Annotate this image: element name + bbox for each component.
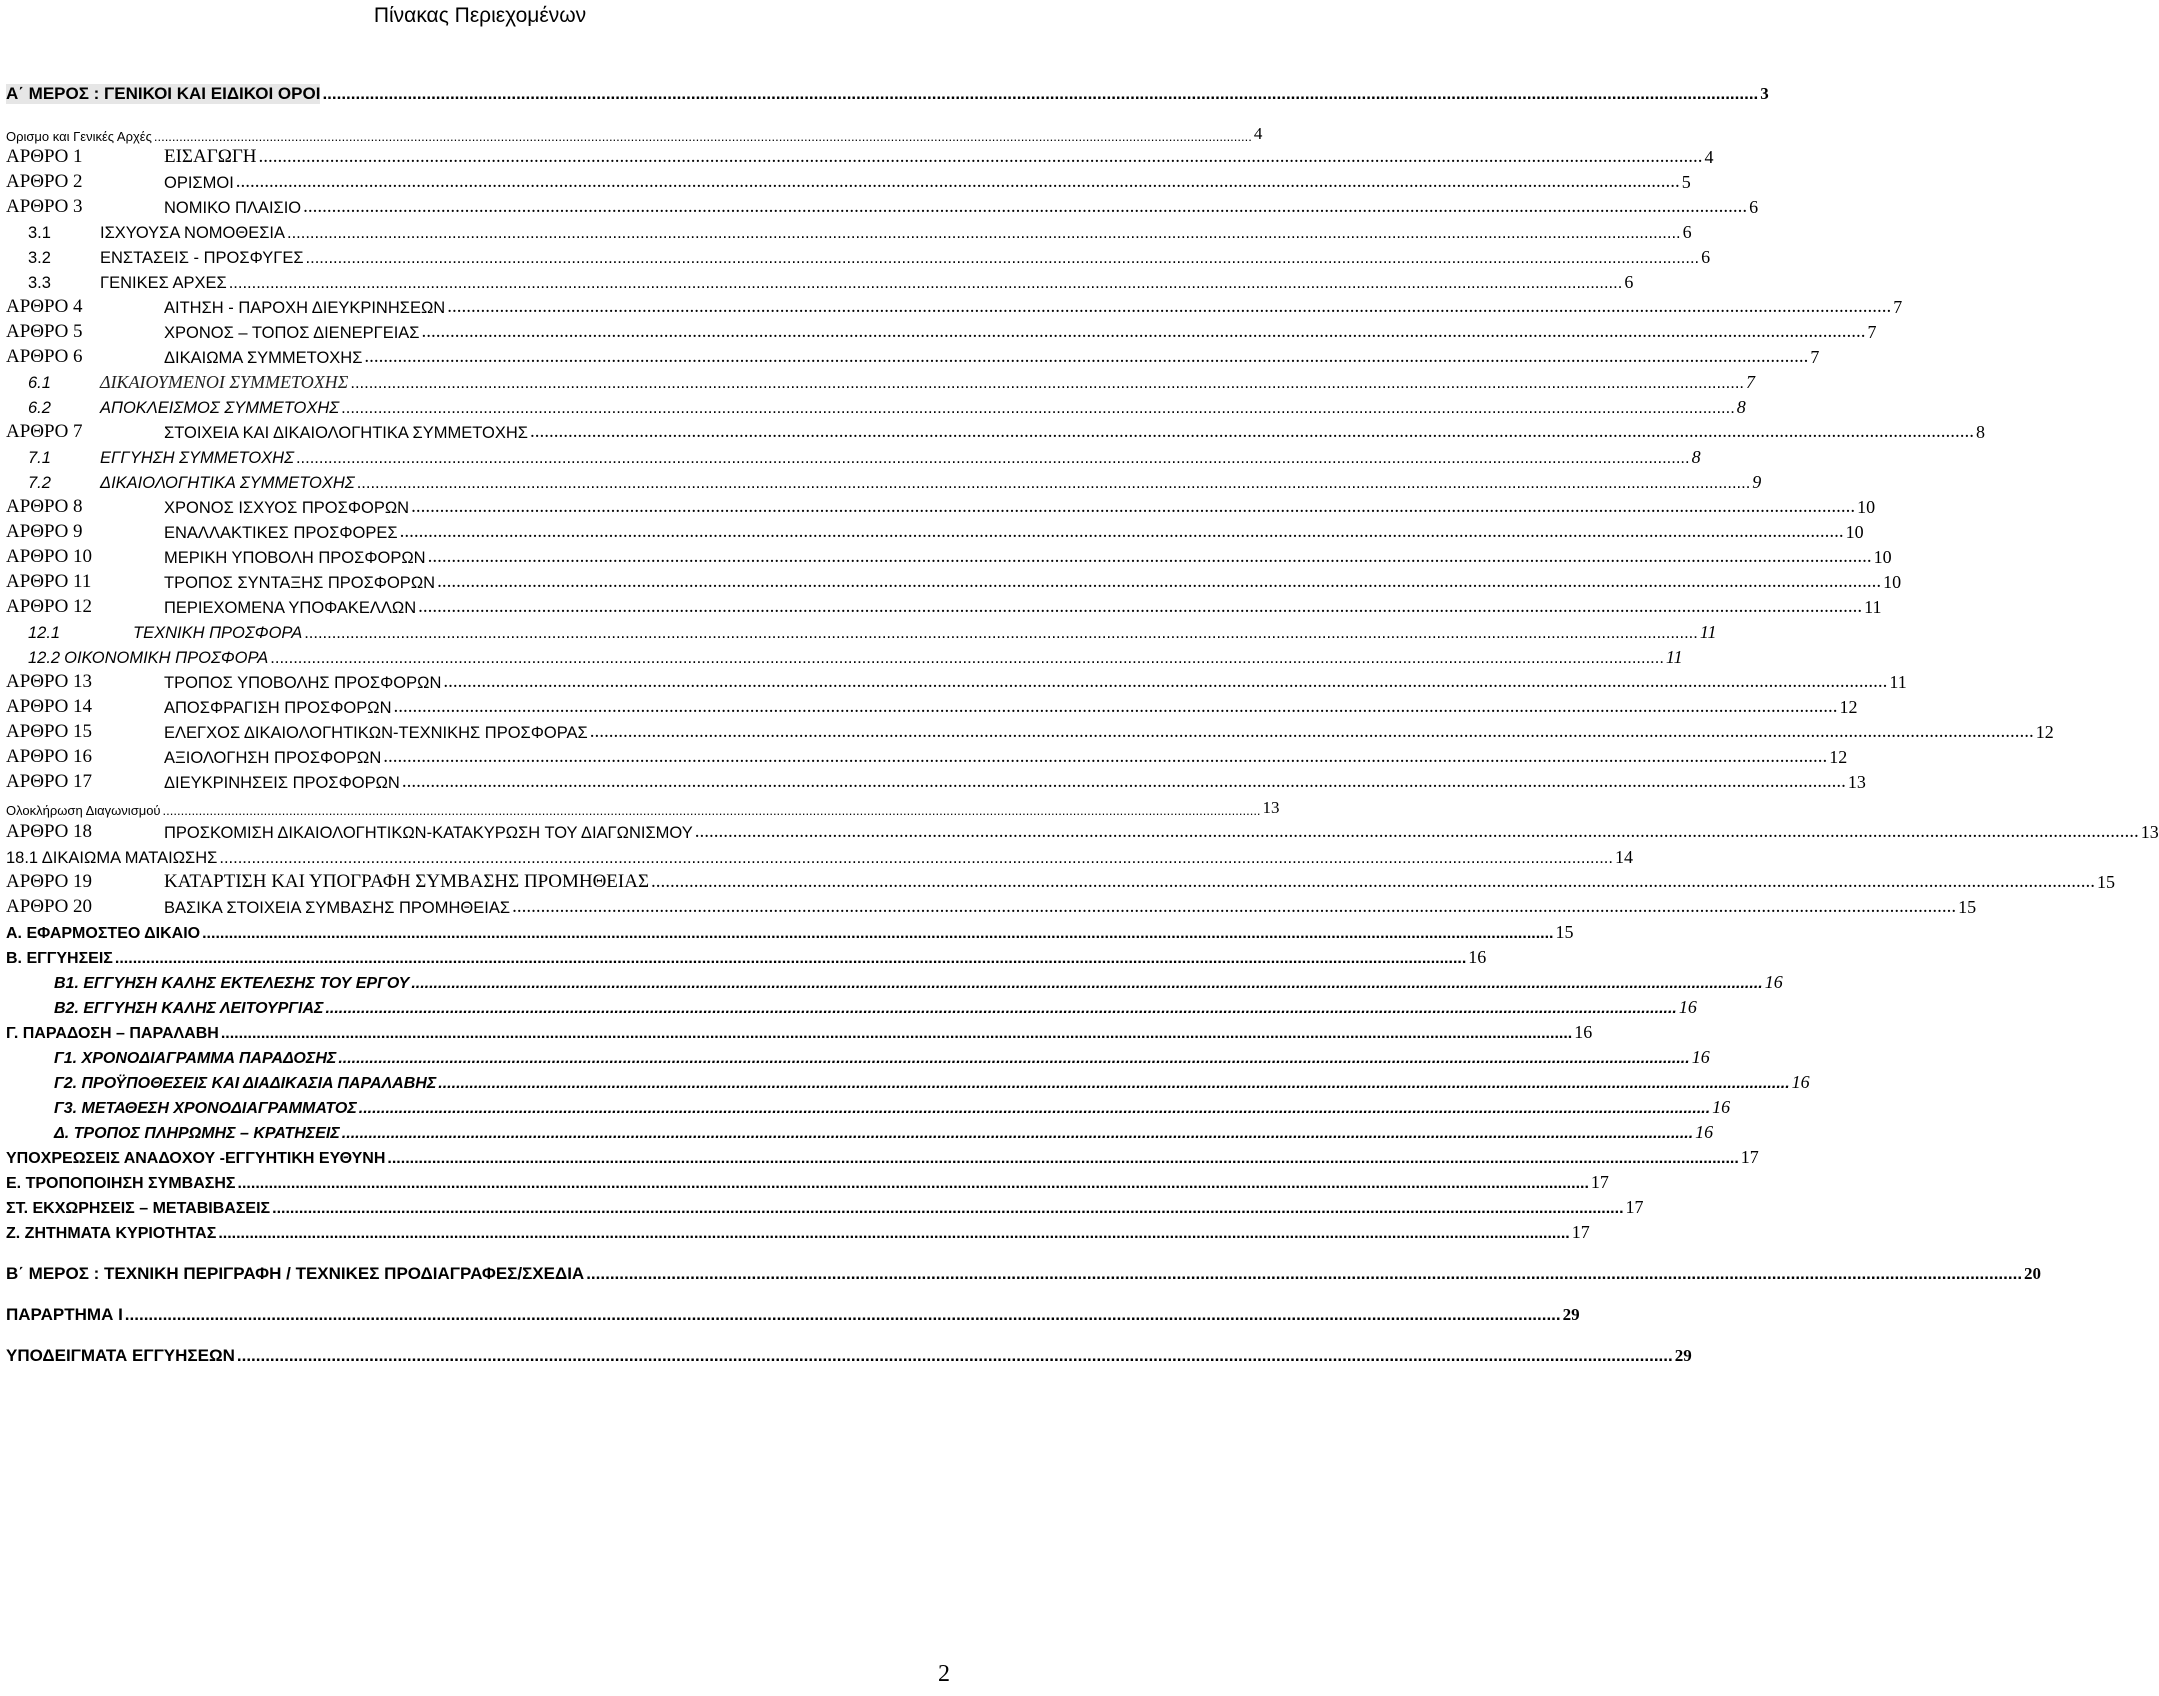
toc-entry-title: ΔΙΚΑΙΩΜΑ ΣΥΜΜΕΤΟΧΗΣ [164,349,363,367]
toc-entry-page: 15 [1555,922,1574,942]
toc-entry-title: Β΄ ΜΕΡΟΣ : ΤΕΧΝΙΚΗ ΠΕΡΙΓΡΑΦΗ / ΤΕΧΝΙΚΕΣ ΠΡΟΔΙΑΓΡΑΦΕΣ/ΣΧΕΔΙΑ [6,1264,585,1283]
toc-entry-number: ΑΡΘΡΟ 3 [6,196,83,217]
toc-entry[interactable] [6,1017,1593,1043]
toc-entry-page: 6 [1682,222,1692,242]
dot-leader [350,374,1744,393]
toc-entry-part-b[interactable] [6,1258,2042,1284]
toc-entry-title: ΓΕΝΙΚΕΣ ΑΡΧΕΣ [100,274,227,292]
toc-entry[interactable] [6,1142,1759,1168]
toc-entry-title: ΧΡΟΝΟΣ ΙΣΧΥΟΣ ΠΡΟΣΦΟΡΩΝ [164,499,410,517]
toc-entry[interactable] [6,292,1903,318]
toc-entry-title: Ζ. ΖΗΤΗΜΑΤΑ ΚΥΡΙΟΤΗΤΑΣ [6,1225,217,1242]
toc-entry-title: ΕΙΣΑΓΩΓΗ [164,146,257,167]
toc-entry[interactable] [30,1092,1731,1118]
toc-entry-page: 16 [1691,1047,1710,1067]
toc-entry-number: ΑΡΘΡΟ 17 [6,771,93,792]
toc-entry-title: Ολοκλήρωση Διαγωνισμού [6,803,161,818]
toc-entry-title: Δ. ΤΡΟΠΟΣ ΠΛΗΡΩΜΗΣ – ΚΡΑΤΗΣΕΙΣ [54,1125,340,1142]
toc-entry-title: ΜΕΡΙΚΗ ΥΠΟΒΟΛΗ ΠΡΟΣΦΟΡΩΝ [164,549,426,567]
dot-leader [338,1050,1689,1068]
dot-leader [438,1075,1789,1093]
toc-entry-number: ΑΡΘΡΟ 15 [6,721,93,742]
toc-entry[interactable] [6,742,1848,768]
toc-entry-page: 11 [1665,647,1683,667]
dot-leader [437,571,1881,593]
toc-entry-number: ΑΡΘΡΟ 18 [6,821,93,842]
toc-entry-title: ΙΣΧΥΟΥΣΑ ΝΟΜΟΘΕΣΙΑ [100,224,286,242]
toc-entry[interactable] [6,492,1876,518]
toc-entry[interactable] [30,1117,1714,1143]
toc-entry[interactable] [6,892,1977,918]
dot-leader [218,1225,1569,1243]
toc-entry-title: Γ. ΠΑΡΑΔΟΣΗ – ΠΑΡΑΛΑΒΗ [6,1025,219,1042]
dot-leader [651,871,2095,893]
toc-entry[interactable] [6,242,1711,268]
toc-entry[interactable] [6,1192,1644,1218]
toc-entry-page: 13 [1262,798,1280,817]
toc-entry[interactable] [6,692,1858,718]
toc-entry-page: 7 [1893,297,1903,317]
toc-entry[interactable] [6,592,1882,618]
toc-entry-number: 7.1 [28,449,51,467]
dot-leader [364,346,1808,368]
dot-leader [115,950,1466,968]
dot-leader [238,1175,1589,1193]
toc-entry-number: 3.1 [28,224,51,242]
toc-entry-title: ΣΤ. ΕΚΧΩΡΗΣΕΙΣ – ΜΕΤΑΒΙΒΑΣΕΙΣ [6,1200,271,1217]
dot-leader [422,321,1866,343]
dot-leader [586,1264,2022,1284]
toc-entry[interactable] [6,567,1902,593]
toc-entry-page: 4 [1704,147,1714,167]
toc-entry-title: ΕΝΑΛΛΑΚΤΙΚΕΣ ΠΡΟΣΦΟΡΕΣ [164,524,398,542]
toc-entry-page: 12 [2035,722,2054,742]
toc-entry-number: 6.1 [28,374,51,392]
toc-entry[interactable] [6,667,1907,693]
toc-entry-page: 10 [1873,547,1892,567]
toc-entry-page: 8 [1736,397,1746,417]
toc-entry-number: ΑΡΘΡΟ 13 [6,671,93,692]
toc-entry-title: ΝΟΜΙΚΟ ΠΛΑΙΣΙΟ [164,199,302,217]
toc-entry[interactable] [6,142,1714,168]
toc-entry-page: 20 [2024,1264,2042,1283]
toc-entry-page: 16 [1712,1097,1731,1117]
toc-entry-number: ΑΡΘΡΟ 20 [6,896,93,917]
toc-entry-number: 3.2 [28,249,51,267]
dot-leader [270,649,1664,668]
toc-entry-number: ΑΡΘΡΟ 5 [6,321,83,342]
toc-entry-page: 8 [1691,447,1701,467]
dot-leader [428,546,1872,568]
toc-entry-number: ΑΡΘΡΟ 11 [6,571,92,592]
toc-entry-page: 13 [1847,772,1866,792]
dot-leader [221,1025,1572,1043]
toc-entry-number: 7.2 [28,474,51,492]
dot-leader [590,721,2034,743]
dot-leader [304,624,1698,643]
toc-entry-page: 16 [1764,972,1783,992]
toc-entry-title: Γ2. ΠΡΟΫΠΟΘΕΣΕΙΣ ΚΑΙ ΔΙΑΔΙΚΑΣΙΑ ΠΑΡΑΛΑΒΗΣ [54,1075,437,1092]
toc-entry[interactable] [30,1042,1710,1068]
toc-entry-title: ΥΠΟΔΕΙΓΜΑΤΑ ΕΓΓΥΗΣΕΩΝ [6,1346,235,1365]
toc-entry-number: ΑΡΘΡΟ 8 [6,496,83,517]
toc-entry-number: ΑΡΘΡΟ 14 [6,696,93,717]
dot-leader [306,249,1700,268]
toc-entry-title: Β. ΕΓΓΥΗΣΕΙΣ [6,950,113,967]
toc-entry[interactable] [6,317,1877,343]
dot-leader [411,496,1855,518]
toc-entry-title: ΠΑΡΑΡΤΗΜΑ Ι [6,1305,123,1324]
toc-entry[interactable] [6,817,2159,843]
dot-leader [322,84,1758,104]
dot-leader [341,399,1735,418]
toc-entry-title: ΣΤΟΙΧΕΙΑ ΚΑΙ ΔΙΚΑΙΟΛΟΓΗΤΙΚΑ ΣΥΜΜΕΤΟΧΗΣ [164,424,528,442]
toc-entry-number: ΑΡΘΡΟ 7 [6,421,83,442]
toc-entry[interactable] [6,167,1691,193]
toc-entry-page: 15 [1958,897,1977,917]
toc-entry-page: 17 [1740,1147,1759,1167]
toc-entry-page: 16 [1468,947,1487,967]
toc-entry[interactable] [6,392,1746,418]
toc-entry-title: Α. ΕΦΑΡΜΟΣΤΕΟ ΔΙΚΑΙΟ [6,925,201,942]
dot-leader [229,274,1623,293]
toc-entry[interactable] [6,792,1280,818]
toc-entry-page: 6 [1749,197,1759,217]
toc-entry-title: ΕΝΣΤΑΣΕΙΣ - ΠΡΟΣΦΥΓΕΣ [100,249,304,267]
toc-entry-title: ΑΠΟΣΦΡΑΓΙΣΗ ΠΡΟΣΦΟΡΩΝ [164,699,392,717]
toc-entry[interactable] [6,642,1683,668]
toc-entry-title: ΠΡΟΣΚΟΜΙΣΗ ΔΙΚΑΙΟΛΟΓΗΤΙΚΩΝ-ΚΑΤΑΚΥΡΩΣΗ ΤΟΥ ΔΙΑΓΩΝΙΣΜΟΥ [164,824,693,842]
toc-entry-number: 12.2 [28,649,61,667]
dot-leader [202,925,1553,943]
dot-leader [418,596,1862,618]
toc-entry[interactable] [6,217,1692,243]
toc-entry-title: Γ1. ΧΡΟΝΟΔΙΑΓΡΑΜΜΑ ΠΑΡΑΔΟΣΗΣ [54,1050,337,1067]
toc-entry-page: 12 [1839,697,1858,717]
toc-entry-title: 18.1 ΔΙΚΑΙΩΜΑ ΜΑΤΑΙΩΣΗΣ [6,849,218,867]
toc-entry-page: 10 [1845,522,1864,542]
toc-entry-title: Ορισμο και Γενικές Αρχές [6,129,152,144]
dot-leader [342,1125,1693,1143]
toc-entry[interactable] [6,1217,1590,1243]
dot-leader [296,449,1690,468]
toc-entry-number: 12.1 [28,624,61,642]
toc-entry-part-a[interactable] [6,78,1769,104]
toc-entry-page: 3 [1760,84,1769,103]
toc-entry-templates[interactable] [6,1340,1692,1366]
toc-entry-appendix[interactable] [6,1299,1580,1325]
toc-entry-title: ΠΕΡΙΕΧΟΜΕΝΑ ΥΠΟΦΑΚΕΛΛΩΝ [164,599,417,617]
dot-leader [125,1305,1561,1325]
toc-entry-page: 16 [1695,1122,1714,1142]
toc-entry-title: Β1. ΕΓΓΥΗΣΗ ΚΑΛΗΣ ΕΚΤΕΛΕΣΗΣ ΤΟΥ ΕΡΓΟΥ [54,975,410,992]
toc-entry-page: 6 [1624,272,1634,292]
dot-leader [447,296,1891,318]
toc-entry-page: 16 [1791,1072,1810,1092]
toc-entry-page: 7 [1810,347,1820,367]
toc-entry-page: 10 [1857,497,1876,517]
dot-leader [303,196,1747,218]
toc-entry[interactable] [6,867,2116,893]
toc-entry-number: ΑΡΘΡΟ 16 [6,746,93,767]
toc-entry-title: ΚΑΤΑΡΤΙΣΗ ΚΑΙ ΥΠΟΓΡΑΦΗ ΣΥΜΒΑΣΗΣ ΠΡΟΜΗΘΕΙΑΣ [164,871,650,892]
toc-entry-page: 16 [1678,997,1697,1017]
toc-entry[interactable] [6,342,1820,368]
toc-entry[interactable] [6,917,1574,943]
toc-entry[interactable] [6,467,1762,493]
dot-leader [443,671,1887,693]
toc-entry-page: 11 [1864,597,1882,617]
toc-entry-title: Γ3. ΜΕΤΑΘΕΣΗ ΧΡΟΝΟΔΙΑΓΡΑΜΜΑΤΟΣ [54,1100,357,1117]
toc-entry[interactable] [6,717,2054,743]
page-title: Πίνακας Περιεχομένων [373,4,587,27]
toc-entry-page: 16 [1574,1022,1593,1042]
toc-entry-page: 15 [2097,872,2116,892]
toc-entry-page: 9 [1752,472,1762,492]
toc-entry-title: ΕΓΓΥΗΣΗ ΣΥΜΜΕΤΟΧΗΣ [100,449,294,467]
dot-leader [359,1100,1710,1118]
dot-leader [394,696,1838,718]
toc-entry-page: 17 [1625,1197,1644,1217]
toc-entry[interactable] [6,192,1759,218]
toc-entry-page: 7 [1746,372,1755,392]
toc-entry[interactable] [6,442,1701,468]
toc-entry[interactable] [6,942,1487,968]
toc-entry-number: 3.3 [28,274,51,292]
dot-leader [287,224,1681,243]
dot-leader [325,1000,1676,1018]
toc-entry-title: ΒΑΣΙΚΑ ΣΤΟΙΧΕΙΑ ΣΥΜΒΑΣΗΣ ΠΡΟΜΗΘΕΙΑΣ [164,899,511,917]
toc-entry-page: 6 [1701,247,1711,267]
dot-leader [695,821,2139,843]
toc-entry-title: Β2. ΕΓΓΥΗΣΗ ΚΑΛΗΣ ΛΕΙΤΟΥΡΓΙΑΣ [54,1000,324,1017]
toc-entry-title: ΧΡΟΝΟΣ – ΤΟΠΟΣ ΔΙΕΝΕΡΓΕΙΑΣ [164,324,420,342]
dot-leader [259,146,1703,168]
dot-leader [387,1150,1738,1168]
toc-entry-title: ΟΙΚΟΝΟΜΙΚΗ ΠΡΟΣΦΟΡΑ [64,649,269,667]
toc-entry-page: 5 [1681,172,1691,192]
toc-entry-title: Ε. ΤΡΟΠΟΠΟΙΗΣΗ ΣΥΜΒΑΣΗΣ [6,1175,236,1192]
toc-entry[interactable] [6,367,1755,393]
toc-entry-page: 4 [1253,124,1263,143]
toc-entry-title: ΑΠΟΚΛΕΙΣΜΟΣ ΣΥΜΜΕΤΟΧΗΣ [100,399,340,417]
toc-entry-title: ΤΡΟΠΟΣ ΣΥΝΤΑΞΗΣ ΠΡΟΣΦΟΡΩΝ [164,574,436,592]
dot-leader [512,896,1956,918]
toc-entry-title: ΤΡΟΠΟΣ ΥΠΟΒΟΛΗΣ ΠΡΟΣΦΟΡΩΝ [164,674,442,692]
toc-entry-number: ΑΡΘΡΟ 12 [6,596,93,617]
toc-entry[interactable] [30,1067,1810,1093]
toc-entry-title: ΟΡΙΣΜΟΙ [164,174,234,192]
toc-entry-title: ΔΙΕΥΚΡΙΝΗΣΕΙΣ ΠΡΟΣΦΟΡΩΝ [164,774,400,792]
toc-entry[interactable] [6,767,1866,793]
toc-entry-page: 17 [1571,1222,1590,1242]
toc-entry-page: 29 [1674,1346,1692,1365]
toc-entry[interactable] [6,267,1634,293]
dot-leader [383,746,1827,768]
page-number: 2 [938,1661,950,1687]
toc-entry-title: ΔΙΚΑΙΟΛΟΓΗΤΙΚΑ ΣΥΜΜΕΤΟΧΗΣ [100,474,355,492]
toc-entry-page: 12 [1829,747,1848,767]
dot-leader [402,771,1846,793]
dot-leader [237,1346,1673,1366]
toc-entry[interactable] [30,967,1783,993]
toc-entry-number: ΑΡΘΡΟ 6 [6,346,83,367]
toc-entry-page: 11 [1889,672,1907,692]
toc-entry-title: ΤΕΧΝΙΚΗ ΠΡΟΣΦΟΡΑ [133,624,303,642]
dot-leader [530,421,1974,443]
toc-entry-number: ΑΡΘΡΟ 19 [6,871,93,892]
toc-entry-page: 29 [1562,1305,1580,1324]
dot-leader [272,1200,1623,1218]
toc-entry-number: ΑΡΘΡΟ 1 [6,146,83,167]
toc-entry-page: 14 [1614,847,1633,867]
toc-entry-page: 7 [1867,322,1877,342]
toc-entry-title: ΔΙΚΑΙΟΥΜΕΝΟΙ ΣΥΜΜΕΤΟΧΗΣ [100,372,349,392]
dot-leader [357,474,1751,493]
toc-entry-page: 13 [2140,822,2159,842]
dot-leader [236,171,1680,193]
toc-entry[interactable] [6,1167,1609,1193]
toc-entry-number: ΑΡΘΡΟ 10 [6,546,93,567]
toc-entry[interactable] [6,417,1985,443]
toc-entry[interactable] [6,517,1864,543]
toc-entry-page: 10 [1883,572,1902,592]
dot-leader [163,803,1261,818]
toc-entry-number: 6.2 [28,399,51,417]
toc-entry-number: ΑΡΘΡΟ 4 [6,296,83,317]
toc-entry-page: 8 [1975,422,1985,442]
dot-leader [219,849,1613,868]
toc-entry[interactable] [6,617,1717,643]
toc-entry-title: ΥΠΟΧΡΕΩΣΕΙΣ ΑΝΑΔΟΧΟΥ -ΕΓΓΥΗΤΙΚΗ ΕΥΘΥΝΗ [6,1150,386,1167]
toc-entry-title: ΑΙΤΗΣΗ - ΠΑΡΟΧΗ ΔΙΕΥΚΡΙΝΗΣΕΩΝ [164,299,446,317]
toc-entry[interactable] [30,992,1697,1018]
toc-entry-title: Α΄ ΜΕΡΟΣ : ΓΕΝΙΚΟΙ ΚΑΙ ΕΙΔΙΚΟΙ ΟΡΟΙ [6,84,321,103]
toc-entry[interactable] [6,118,1263,144]
toc-entry-number: ΑΡΘΡΟ 9 [6,521,83,542]
toc-entry-title: ΕΛΕΓΧΟΣ ΔΙΚΑΙΟΛΟΓΗΤΙΚΩΝ-ΤΕΧΝΙΚΗΣ ΠΡΟΣΦΟΡΑΣ [164,724,588,742]
toc-entry-page: 17 [1590,1172,1609,1192]
toc-entry[interactable] [6,542,1892,568]
toc-entry-title: ΑΞΙΟΛΟΓΗΣΗ ΠΡΟΣΦΟΡΩΝ [164,749,382,767]
toc-entry[interactable] [6,842,1633,868]
toc-entry-number: ΑΡΘΡΟ 2 [6,171,83,192]
toc-entry-page: 11 [1699,622,1717,642]
dot-leader [411,975,1762,993]
dot-leader [400,521,1844,543]
